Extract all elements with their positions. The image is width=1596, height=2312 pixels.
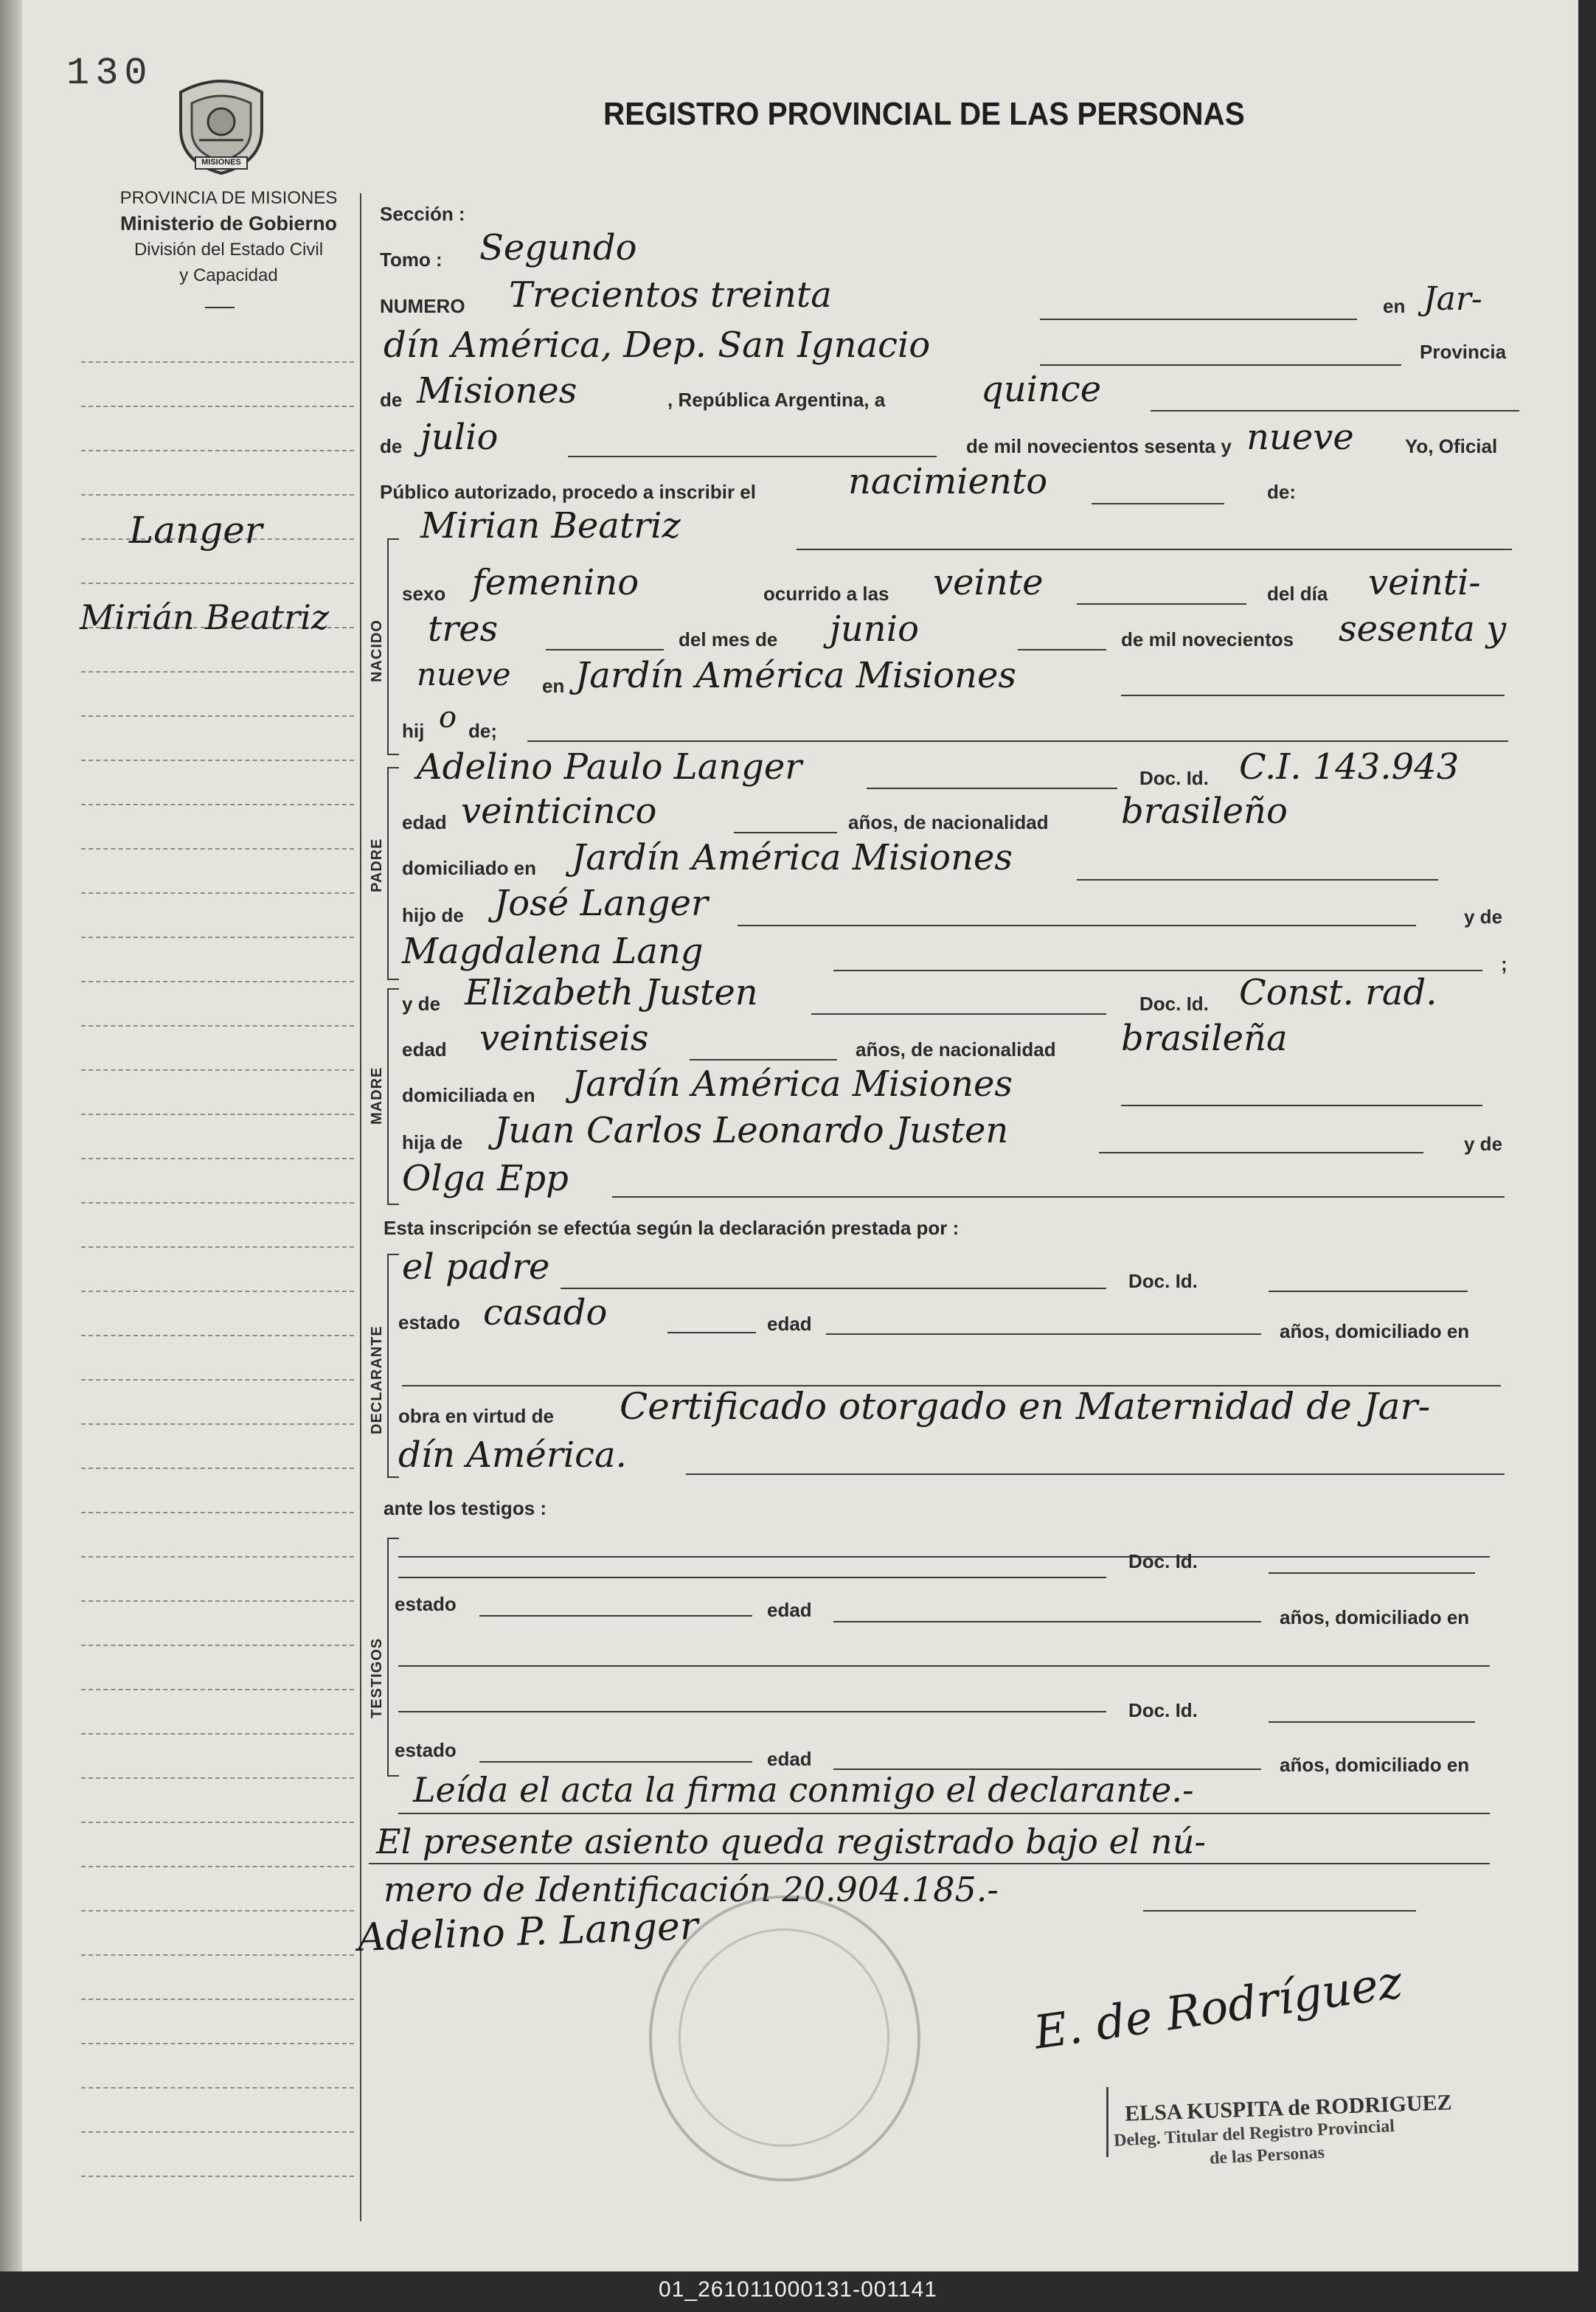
fill-line xyxy=(398,1577,1106,1578)
value-abuelo-materno: Juan Carlos Leonardo Justen xyxy=(494,1110,1009,1151)
fill-line xyxy=(797,549,1512,550)
label-edad-declarante: edad xyxy=(767,1313,812,1335)
bracket-padre xyxy=(387,767,399,980)
fill-line xyxy=(568,456,937,457)
label-semicolon: ; xyxy=(1501,953,1507,975)
label-yo-oficial: Yo, Oficial xyxy=(1405,435,1498,457)
margin-rule xyxy=(81,804,354,805)
seal-officer-title: Deleg. Titular del Registro Provincial xyxy=(1113,2117,1395,2150)
margin-rule xyxy=(81,494,354,496)
margin-rule xyxy=(81,1645,354,1646)
label-edad-padre: edad xyxy=(402,811,447,833)
margin-rule xyxy=(81,760,354,761)
fill-line xyxy=(1099,1152,1423,1153)
fill-line xyxy=(1018,649,1106,650)
margin-rule xyxy=(81,1777,354,1779)
official-stamp-inner-ring xyxy=(679,1929,889,2147)
value-madre-edad: veintiseis xyxy=(479,1018,649,1059)
label-del-mes: del mes de xyxy=(679,628,778,650)
label-anos-dom-testigo-2: años, domiciliado en xyxy=(1280,1754,1470,1776)
value-mes-nac: junio xyxy=(830,608,919,650)
label-de-mil: de mil novecientos sesenta y xyxy=(966,435,1232,457)
fill-line xyxy=(398,1711,1106,1712)
value-dia-nac-1: veinti- xyxy=(1368,562,1481,603)
fill-line xyxy=(398,1556,1490,1558)
fill-line xyxy=(546,649,664,650)
margin-note-given-names: Mirián Beatriz xyxy=(80,597,330,637)
section-label-madre: MADRE xyxy=(369,1066,385,1125)
label-hijo-de: hijo de xyxy=(402,904,464,926)
fill-line xyxy=(1092,503,1224,504)
signature-oficial: E. de Rodríguez xyxy=(1030,1954,1406,2060)
section-label-declarante: DECLARANTE xyxy=(369,1325,385,1434)
label-doc-id-testigo-2: Doc. Id. xyxy=(1128,1699,1198,1721)
label-domiciliada: domiciliada en xyxy=(402,1084,535,1106)
value-certificado-1: Certificado otorgado en Maternidad de Jar- xyxy=(620,1385,1431,1428)
label-tomo: Tomo : xyxy=(380,249,443,271)
fill-line xyxy=(479,1761,752,1763)
value-madre-dom: Jardín América Misiones xyxy=(572,1063,1013,1105)
value-padre-doc: C.I. 143.943 xyxy=(1239,746,1460,788)
label-anos-nac-padre: años, de nacionalidad xyxy=(848,811,1049,833)
value-dia-nac-2: tres xyxy=(428,608,499,650)
label-hij: hij xyxy=(402,720,425,742)
label-anos-dom-declarante: años, domiciliado en xyxy=(1280,1320,1470,1342)
value-padre-edad: veinticinco xyxy=(461,791,657,832)
value-nombre: Mirian Beatriz xyxy=(420,505,681,546)
bracket-declarante xyxy=(387,1254,399,1478)
fill-line xyxy=(1269,1572,1475,1574)
margin-rule xyxy=(81,1069,354,1071)
value-tomo: Segundo xyxy=(479,227,637,268)
margin-rule xyxy=(81,1600,354,1602)
margin-rule xyxy=(81,892,354,894)
margin-rule xyxy=(81,1025,354,1027)
margin-rule xyxy=(81,715,354,717)
section-label-testigos: TESTIGOS xyxy=(369,1637,385,1718)
margin-rule xyxy=(81,1335,354,1336)
label-estado-testigo-2: estado xyxy=(395,1739,457,1761)
label-ocurrido: ocurrido a las xyxy=(763,583,889,605)
margin-rule xyxy=(81,1246,354,1248)
value-padre-nac: brasileño xyxy=(1121,791,1288,832)
fill-line xyxy=(1077,879,1438,881)
label-doc-id-madre: Doc. Id. xyxy=(1139,993,1209,1015)
bracket-madre xyxy=(387,988,399,1205)
document-title: REGISTRO PROVINCIAL DE LAS PERSONAS xyxy=(603,96,1245,132)
value-en-1: Jar- xyxy=(1423,280,1482,318)
fill-line xyxy=(734,832,837,833)
value-abuela-materna: Olga Epp xyxy=(402,1158,569,1199)
emblem-text: MISIONES xyxy=(201,158,241,167)
value-dia: quince xyxy=(981,369,1102,410)
label-edad-madre: edad xyxy=(402,1038,447,1060)
margin-rule xyxy=(81,1512,354,1513)
value-padre-nombre: Adelino Paulo Langer xyxy=(417,746,802,788)
margin-rule xyxy=(81,671,354,673)
label-y-de-padre: y de xyxy=(1464,906,1503,928)
fill-line xyxy=(527,740,1508,742)
fill-line xyxy=(398,1813,1490,1814)
value-anio-nac-2: nueve xyxy=(417,656,511,692)
fill-line xyxy=(833,970,1482,971)
authority-province: PROVINCIA DE MISIONES xyxy=(119,188,338,208)
fill-line xyxy=(1269,1291,1468,1292)
label-sexo: sexo xyxy=(402,583,446,605)
fill-line xyxy=(1151,410,1519,412)
fill-line xyxy=(398,1665,1490,1667)
fill-line xyxy=(612,1196,1505,1198)
signature-declarante: Adelino P. Langer xyxy=(357,1903,699,1961)
margin-rule xyxy=(81,2131,354,2133)
margin-rule xyxy=(81,1423,354,1425)
authority-division: División del Estado Civil xyxy=(133,240,324,260)
margin-rule xyxy=(81,848,354,850)
label-edad-testigo-1: edad xyxy=(767,1599,812,1621)
margin-rule xyxy=(81,1158,354,1159)
margin-rule xyxy=(81,1866,354,1867)
value-hora: veinte xyxy=(933,562,1044,603)
value-madre-nac: brasileña xyxy=(1121,1018,1288,1059)
label-de-mil-nov: de mil novecientos xyxy=(1121,628,1294,650)
value-numero: Trecientos treinta xyxy=(509,274,832,316)
label-numero: NUMERO xyxy=(380,295,465,317)
margin-note-surname: Langer xyxy=(129,509,263,552)
value-madre-doc: Const. rad. xyxy=(1239,972,1437,1013)
label-seccion: Sección : xyxy=(380,203,465,225)
margin-rule xyxy=(81,981,354,982)
fill-line xyxy=(867,788,1117,789)
fill-line xyxy=(667,1332,756,1333)
fill-line xyxy=(1040,364,1401,366)
label-republica: , República Argentina, a xyxy=(667,389,886,411)
section-label-padre: PADRE xyxy=(369,838,385,892)
margin-rule xyxy=(81,1379,354,1381)
value-provincia: Misiones xyxy=(417,370,577,412)
fill-line xyxy=(811,1013,1106,1015)
margin-rule xyxy=(81,1202,354,1204)
bracket-nacido xyxy=(387,538,399,755)
fill-line xyxy=(826,1333,1261,1335)
label-hija-de: hija de xyxy=(402,1131,463,1153)
note-line-2: El presente asiento queda registrado bajo el nú- xyxy=(376,1822,1206,1861)
label-estado-declarante: estado xyxy=(398,1311,460,1333)
label-anos-dom-testigo-1: años, domiciliado en xyxy=(1280,1606,1470,1628)
margin-rule xyxy=(81,1954,354,1956)
fill-line xyxy=(686,1473,1505,1475)
label-domiciliado: domiciliado en xyxy=(402,857,537,879)
seal-officer-registry: de las Personas xyxy=(1209,2142,1325,2169)
margin-rule xyxy=(81,1689,354,1690)
label-publico: Público autorizado, procedo a inscribir el xyxy=(380,481,756,503)
margin-rule xyxy=(81,1733,354,1735)
label-en-lugar: en xyxy=(542,675,565,697)
fill-line xyxy=(1040,319,1357,320)
label-inscripcion: Esta inscripción se efectúa según la declaración prestada por : xyxy=(384,1217,960,1239)
note-line-1: Leída el acta la firma conmigo el declarante.- xyxy=(413,1770,1194,1810)
label-y-de-madre-2: y de xyxy=(1464,1133,1503,1155)
fill-line xyxy=(561,1288,1106,1289)
value-abuela-paterna: Magdalena Lang xyxy=(402,931,704,972)
value-sexo: femenino xyxy=(472,562,639,603)
margin-rule xyxy=(81,1910,354,1912)
label-de-2: de xyxy=(380,435,403,457)
label-doc-id: Doc. Id. xyxy=(1139,767,1209,789)
page-number: 130 xyxy=(66,52,153,95)
note-line-3: mero de Identificación 20.904.185.- xyxy=(384,1870,999,1909)
label-provincia: Provincia xyxy=(1420,341,1507,363)
provincial-coat-of-arms-icon xyxy=(173,70,269,177)
seal-officer-name: ELSA KUSPITA de RODRIGUEZ xyxy=(1124,2090,1453,2126)
label-edad-testigo-2: edad xyxy=(767,1748,812,1770)
value-padre-dom: Jardín América Misiones xyxy=(572,837,1013,878)
label-ante: ante los testigos : xyxy=(384,1497,547,1519)
margin-rule xyxy=(81,2043,354,2044)
value-madre-nombre: Elizabeth Justen xyxy=(465,972,758,1013)
label-doc-id-testigo-1: Doc. Id. xyxy=(1128,1550,1198,1572)
margin-rule xyxy=(81,361,354,363)
label-de: de xyxy=(380,389,403,411)
label-de-semicolon: de; xyxy=(468,720,497,742)
authority-ministry: Ministerio de Gobierno xyxy=(119,212,338,235)
label-doc-id-declarante: Doc. Id. xyxy=(1128,1270,1198,1292)
margin-rule xyxy=(81,1468,354,1469)
label-del-dia: del día xyxy=(1267,583,1328,605)
fill-line xyxy=(1121,1105,1482,1106)
label-estado-testigo-1: estado xyxy=(395,1593,457,1615)
fill-line xyxy=(690,1059,837,1060)
fill-line xyxy=(479,1615,752,1617)
margin-rule xyxy=(81,1999,354,2000)
value-anio: nueve xyxy=(1246,417,1354,458)
margin-rule xyxy=(81,406,354,407)
label-obra: obra en virtud de xyxy=(398,1405,554,1427)
margin-rule xyxy=(81,450,354,451)
value-declarante-estado: casado xyxy=(483,1292,608,1333)
margin-rule xyxy=(81,1556,354,1558)
fill-line xyxy=(1121,695,1505,696)
fill-line xyxy=(738,925,1416,926)
value-declarante: el padre xyxy=(402,1246,550,1288)
fill-line xyxy=(1077,603,1246,605)
margin-rule xyxy=(81,937,354,938)
margin-rule xyxy=(81,1822,354,1823)
value-certificado-2: dín América. xyxy=(398,1434,627,1476)
page-binding-edge xyxy=(0,0,22,2271)
margin-rule xyxy=(81,1114,354,1115)
label-y-de-madre: y de xyxy=(402,993,441,1015)
label-en: en xyxy=(1383,295,1406,317)
label-anos-nac-madre: años, de nacionalidad xyxy=(856,1038,1056,1060)
margin-rule xyxy=(81,1291,354,1292)
value-lugar: dín América, Dep. San Ignacio xyxy=(384,324,931,366)
image-identifier: 01_261011000131-001141 xyxy=(659,2277,937,2302)
value-mes: julio xyxy=(420,417,499,458)
value-lugar-nac: Jardín América Misiones xyxy=(575,655,1017,696)
margin-rule xyxy=(81,2176,354,2177)
value-acto: nacimiento xyxy=(848,461,1048,502)
value-anio-nac-1: sesenta y xyxy=(1339,608,1507,650)
label-de-colon: de: xyxy=(1267,481,1296,503)
value-hij-suffix: o xyxy=(439,701,457,735)
fill-line xyxy=(369,1863,1490,1864)
fill-line xyxy=(833,1621,1261,1622)
section-label-nacido: NACIDO xyxy=(369,619,385,682)
margin-rule xyxy=(81,583,354,584)
fill-line xyxy=(1269,1721,1475,1723)
margin-rule xyxy=(81,2087,354,2089)
authority-underline xyxy=(205,307,235,308)
fill-line xyxy=(1143,1910,1416,1912)
value-abuelo-paterno: José Langer xyxy=(494,883,708,924)
authority-capacity: y Capacidad xyxy=(179,265,278,285)
